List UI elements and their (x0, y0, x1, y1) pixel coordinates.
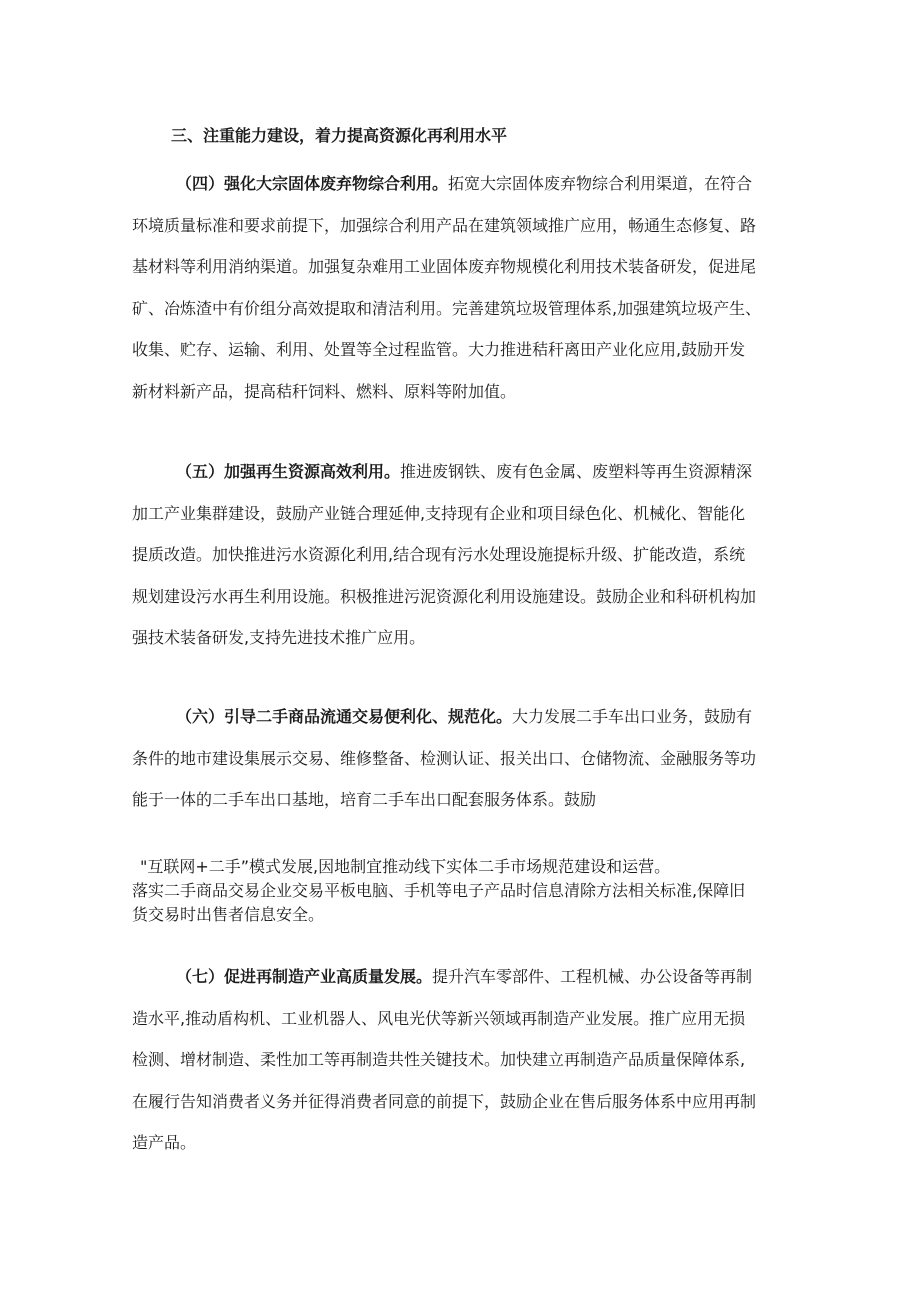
paragraph-4-line-3: 矿、冶炼渣中有价组分高效提取和清洁利用。完善建筑垃圾管理体系,加强建筑垃圾产生、 (132, 298, 762, 318)
paragraph-7 (132, 956, 792, 1164)
paragraph-5-first-line (132, 451, 792, 493)
paragraph-7-lead: （七）促进再制造产业高质量发展。 (176, 967, 433, 986)
section-heading: 三、注重能力建设，着力提高资源化再利用水平 (171, 126, 508, 145)
paragraph-7-line-3: 在履行告知消费者义务并征得消费者同意的前提下，鼓励企业在售后服务体系中应用再制 (132, 1091, 757, 1111)
paragraph-7-line-1: 造水平,推动盾构机、工业机器人、风电光伏等新兴领域再制造产业发展。推广应用无损 (132, 1008, 746, 1028)
paragraph-7-first-line (132, 956, 792, 998)
paragraph-6-line-2: 能于一体的二手车出口基地，培育二手车出口配套服务体系。鼓励 (132, 790, 597, 809)
paragraph-6-tail-0: "互联网+二手”模式发展,因地制宜推动线下实体二手市场规范建设和运营。 (140, 857, 671, 876)
paragraph-5-line-4: 强技术装备研发,支持先进技术推广应用。 (132, 628, 426, 647)
paragraph-4-line-1: 环境质量标准和要求前提下，加强综合利用产品在建筑领域推广应用，畅通生态修复、路 (132, 215, 757, 235)
paragraph-4-lead: （四）强化大宗固体废弃物综合利用。 (176, 174, 449, 193)
paragraph-6-line-1: 条件的地市建设集展示交易、维修整备、检测认证、报关出口、仓储物流、金融服务等功 (132, 748, 757, 768)
paragraph-5-line-3: 规划建设污水再生利用设施。积极推进污泥资源化利用设施建设。鼓励企业和科研机构加 (132, 586, 757, 606)
paragraph-7-line-0: 提升汽车零部件、工程机械、办公设备等再制 (432, 967, 753, 986)
paragraph-6-first-line (132, 696, 792, 738)
paragraph-6-tail-2: 货交易时出售者信息安全。 (132, 905, 325, 924)
paragraph-5-lead: （五）加强再生资源高效利用。 (176, 462, 401, 481)
paragraph-4-line-5: 新材料新产品，提高秸秆饲料、燃料、原料等附加值。 (132, 381, 517, 401)
paragraph-4-line-2: 基材料等利用消纳渠道。加强复杂难用工业固体废弃物规模化利用技术装备研发，促进尾 (132, 257, 757, 276)
paragraph-6-continuation (132, 855, 812, 927)
paragraph-5-line-1: 加工产业集群建设，鼓励产业链合理延伸,支持现有企业和项目绿色化、机械化、智能化 (132, 503, 746, 523)
paragraph-5 (132, 451, 792, 659)
paragraph-5-line-2: 提质改造。加快推进污水资源化利用,结合现有污水处理设施提标升级、扩能改造，系统 (132, 545, 746, 564)
paragraph-6-line-0: 大力发展二手车出口业务，鼓励有 (512, 707, 753, 726)
paragraph-6-lead: （六）引导二手商品流通交易便利化、规范化。 (176, 707, 513, 726)
paragraph-6-tail-1: 落实二手商品交易企业交易平板电脑、手机等电子产品时信息清除方法相关标准,保障旧 (132, 881, 746, 900)
paragraph-4-first-line (132, 163, 792, 205)
paragraph-4-line-0: 拓宽大宗固体废弃物综合利用渠道，在符合 (448, 174, 753, 193)
paragraph-7-line-2: 检测、增材制造、柔性加工等再制造共性关键技术。加快建立再制造产品质量保障体系, (132, 1050, 746, 1069)
paragraph-7-line-4: 造产品。 (132, 1133, 197, 1152)
paragraph-4-line-4: 收集、贮存、运输、利用、处置等全过程监管。大力推进秸秆离田产业化应用,鼓励开发 (132, 340, 746, 359)
paragraph-4 (132, 163, 792, 412)
paragraph-5-line-0: 推进废钢铁、废有色金属、废塑料等再生资源精深 (400, 462, 753, 481)
paragraph-6 (132, 696, 792, 821)
